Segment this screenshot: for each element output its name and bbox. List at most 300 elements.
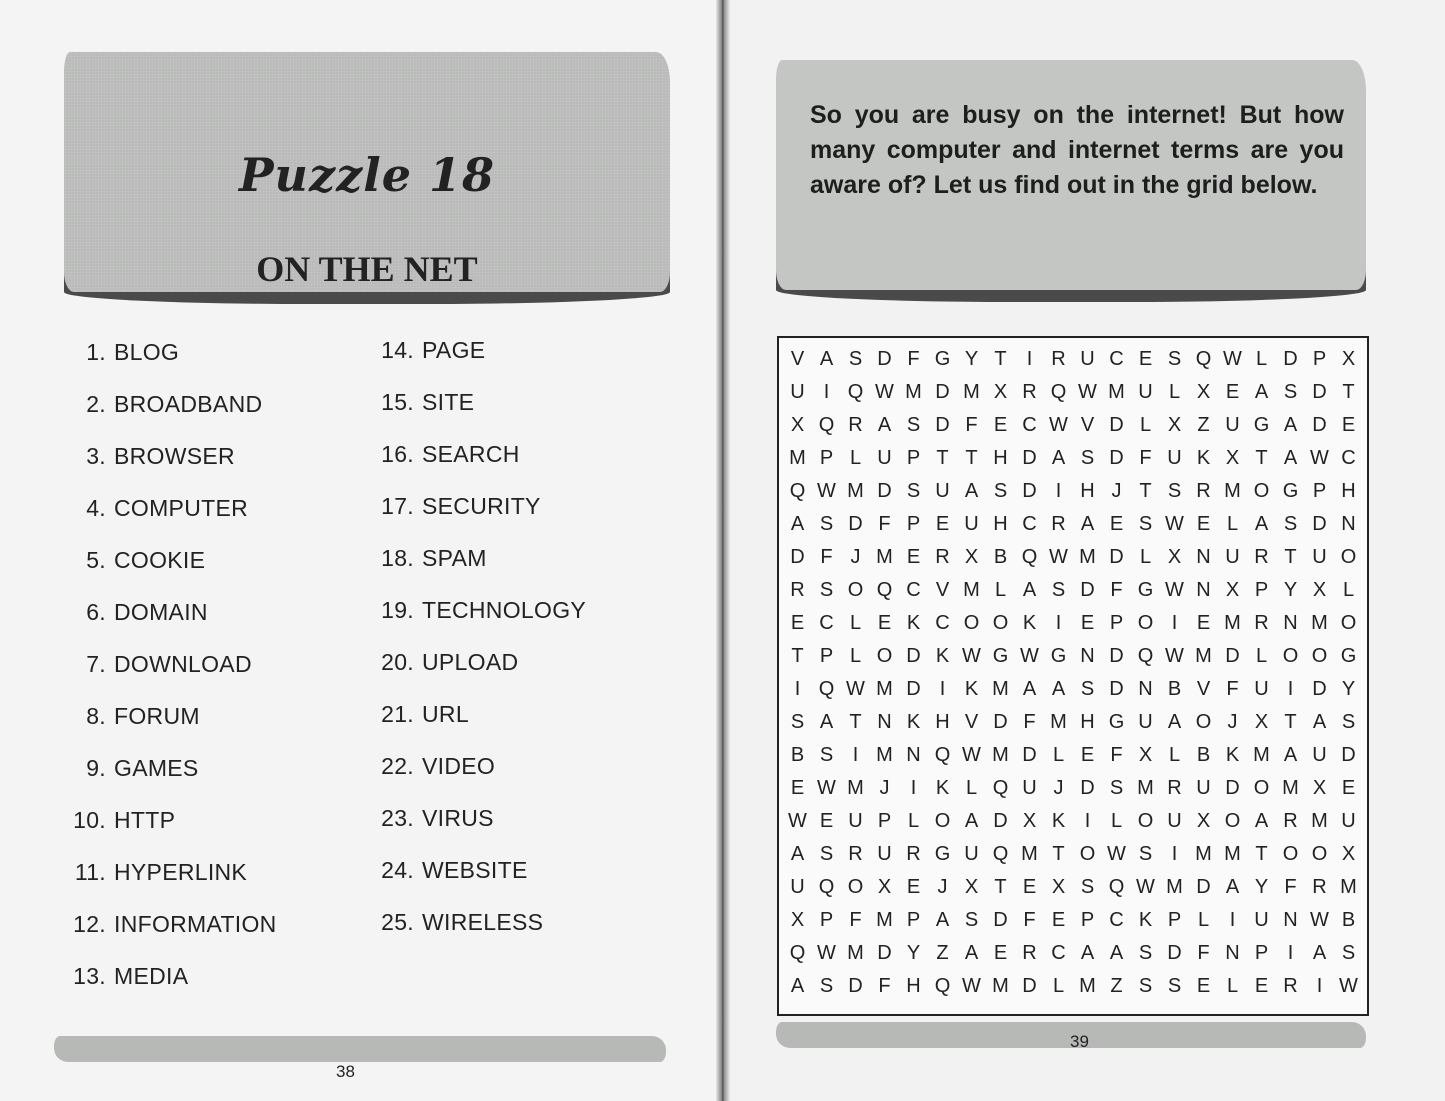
grid-letter: P <box>906 909 921 931</box>
grid-letter: G <box>1108 711 1125 733</box>
grid-letter: F <box>1023 711 1036 733</box>
grid-letter: E <box>935 513 950 535</box>
grid-letter: Y <box>1254 876 1269 898</box>
grid-letter: P <box>819 909 834 931</box>
word-text: SECURITY <box>422 493 541 519</box>
grid-letter: W <box>1165 579 1184 601</box>
grid-letter: L <box>1052 975 1065 997</box>
grid-letter: G <box>1050 645 1067 667</box>
grid-letter: Q <box>818 678 835 700</box>
grid-letter: W <box>1310 447 1329 469</box>
word-text: WIRELESS <box>422 909 544 935</box>
grid-letter: S <box>1080 876 1095 898</box>
grid-letter: U <box>1225 546 1240 568</box>
grid-letter: A <box>1254 381 1269 403</box>
grid-letter: M <box>1166 876 1183 898</box>
grid-letter: X <box>1312 777 1327 799</box>
grid-letter: A <box>1283 447 1298 469</box>
grid-letter: D <box>848 513 863 535</box>
grid-letter: R <box>848 414 863 436</box>
grid-letter: F <box>1284 876 1297 898</box>
grid-letter: M <box>1224 480 1241 502</box>
grid-letter: W <box>1049 414 1068 436</box>
word-text: TECHNOLOGY <box>422 597 587 623</box>
word-list-item <box>58 804 277 856</box>
grid-letter: J <box>1227 711 1238 733</box>
word-number: 25. <box>381 909 414 935</box>
grid-letter: U <box>935 480 950 502</box>
grid-letter: P <box>1312 348 1327 370</box>
grid-letter: M <box>1137 777 1154 799</box>
grid-letter: U <box>1138 381 1153 403</box>
grid-letter: S <box>819 975 834 997</box>
grid-letter: O <box>1224 810 1241 832</box>
grid-letter: U <box>1167 447 1182 469</box>
grid-letter: E <box>1196 513 1211 535</box>
grid-row <box>783 409 1363 442</box>
grid-letter: P <box>819 645 834 667</box>
grid-letter: S <box>1283 381 1298 403</box>
grid-letter: B <box>993 546 1008 568</box>
grid-letter: C <box>819 612 834 634</box>
grid-letter: M <box>1195 843 1212 865</box>
grid-letter: C <box>1022 513 1037 535</box>
grid-letter: I <box>1316 975 1323 997</box>
grid-row <box>783 574 1363 607</box>
grid-letter: N <box>1225 942 1240 964</box>
grid-letter: R <box>1312 876 1327 898</box>
grid-letter: A <box>790 843 805 865</box>
grid-letter: X <box>1138 744 1153 766</box>
grid-letter: K <box>906 612 921 634</box>
grid-letter: M <box>1195 645 1212 667</box>
grid-letter: W <box>817 942 836 964</box>
grid-letter: E <box>993 414 1008 436</box>
word-number: 13. <box>73 963 106 989</box>
grid-letter: W <box>1078 381 1097 403</box>
grid-letter: S <box>1167 975 1182 997</box>
grid-letter: S <box>848 348 863 370</box>
grid-letter: S <box>1167 348 1182 370</box>
grid-letter: R <box>790 579 805 601</box>
grid-letter: D <box>1283 348 1298 370</box>
grid-letter: W <box>1223 348 1242 370</box>
grid-letter: N <box>1283 909 1298 931</box>
word-text: COOKIE <box>114 547 206 573</box>
grid-letter: U <box>790 876 805 898</box>
grid-letter: O <box>1079 843 1096 865</box>
grid-letter: J <box>1053 777 1064 799</box>
word-text: HYPERLINK <box>114 859 248 885</box>
grid-letter: W <box>962 744 981 766</box>
grid-letter: M <box>1224 612 1241 634</box>
grid-letter: S <box>819 579 834 601</box>
grid-letter: O <box>1195 711 1212 733</box>
grid-letter: O <box>963 612 980 634</box>
word-number: 11. <box>74 859 106 885</box>
grid-letter: A <box>790 975 805 997</box>
grid-letter: H <box>906 975 921 997</box>
grid-letter: D <box>1312 414 1327 436</box>
word-list-item <box>370 334 586 386</box>
grid-letter: F <box>1110 744 1123 766</box>
word-text: DOWNLOAD <box>114 651 252 677</box>
grid-letter: O <box>1340 612 1357 634</box>
grid-letter: Y <box>964 348 979 370</box>
word-list-item <box>370 802 586 854</box>
grid-letter: F <box>1226 678 1239 700</box>
grid-letter: A <box>1022 678 1037 700</box>
intro-text: So you are busy on the internet! But how many computer and internet terms are you aware of? Let us find out in the grid below. <box>810 101 1344 199</box>
grid-letter: O <box>1311 843 1328 865</box>
grid-letter: X <box>1051 876 1066 898</box>
grid-row <box>783 673 1363 706</box>
grid-letter: E <box>1196 612 1211 634</box>
grid-letter: X <box>964 546 979 568</box>
grid-letter: S <box>1080 678 1095 700</box>
word-number: 24. <box>381 857 414 883</box>
grid-row <box>783 805 1363 838</box>
grid-letter: G <box>1282 480 1299 502</box>
word-list-item <box>58 336 277 388</box>
grid-letter: M <box>847 942 864 964</box>
grid-letter: D <box>1109 447 1124 469</box>
grid-letter: S <box>906 480 921 502</box>
grid-letter: M <box>1340 876 1357 898</box>
grid-letter: Q <box>818 414 835 436</box>
word-list-item <box>58 440 277 492</box>
grid-letter: N <box>1283 612 1298 634</box>
grid-letter: Q <box>789 942 806 964</box>
grid-letter: S <box>993 480 1008 502</box>
word-text: SEARCH <box>422 441 520 467</box>
intro-banner <box>776 60 1366 290</box>
word-text: DOMAIN <box>114 599 208 625</box>
grid-letter: U <box>1312 744 1327 766</box>
grid-letter: A <box>964 810 979 832</box>
grid-letter: D <box>877 942 892 964</box>
grid-letter: W <box>962 975 981 997</box>
grid-letter: X <box>790 414 805 436</box>
grid-letter: J <box>1111 480 1122 502</box>
grid-letter: L <box>1255 645 1268 667</box>
grid-letter: T <box>1255 447 1268 469</box>
grid-letter: D <box>906 678 921 700</box>
grid-letter: R <box>1254 546 1269 568</box>
grid-letter: P <box>906 513 921 535</box>
grid-letter: N <box>1080 645 1095 667</box>
word-list-item <box>58 960 277 1012</box>
word-list-item <box>58 596 277 648</box>
grid-letter: C <box>1109 909 1124 931</box>
grid-letter: P <box>1254 579 1269 601</box>
grid-letter: X <box>877 876 892 898</box>
word-number: 5. <box>86 547 106 573</box>
word-list-item <box>370 854 586 906</box>
grid-letter: A <box>1109 942 1124 964</box>
grid-letter: W <box>1136 876 1155 898</box>
grid-letter: E <box>906 876 921 898</box>
grid-letter: S <box>1138 975 1153 997</box>
word-number: 4. <box>86 495 106 521</box>
grid-letter: E <box>790 777 805 799</box>
word-number: 6. <box>86 599 106 625</box>
grid-letter: E <box>1196 975 1211 997</box>
word-number: 12. <box>73 911 106 937</box>
grid-letter: R <box>1196 480 1211 502</box>
grid-letter: D <box>1109 645 1124 667</box>
grid-letter: D <box>1312 381 1327 403</box>
grid-letter: L <box>994 579 1007 601</box>
grid-letter: E <box>1341 414 1356 436</box>
grid-letter: X <box>964 876 979 898</box>
grid-letter: G <box>1253 414 1270 436</box>
grid-letter: U <box>964 513 979 535</box>
grid-letter: H <box>935 711 950 733</box>
grid-letter: P <box>1254 942 1269 964</box>
grid-letter: Z <box>1110 975 1123 997</box>
word-list-item <box>370 386 586 438</box>
grid-letter: D <box>1225 645 1240 667</box>
grid-row <box>783 640 1363 673</box>
grid-letter: L <box>1226 513 1239 535</box>
grid-letter: P <box>1080 909 1095 931</box>
grid-letter: I <box>939 678 946 700</box>
grid-letter: L <box>849 645 862 667</box>
word-list-item <box>370 438 586 490</box>
grid-letter: T <box>1342 381 1355 403</box>
grid-letter: R <box>1254 612 1269 634</box>
grid-letter: W <box>875 381 894 403</box>
grid-letter: S <box>906 414 921 436</box>
grid-letter: M <box>1311 810 1328 832</box>
grid-letter: A <box>1022 579 1037 601</box>
grid-letter: H <box>993 447 1008 469</box>
grid-letter: V <box>964 711 979 733</box>
grid-letter: M <box>789 447 806 469</box>
grid-letter: D <box>993 810 1008 832</box>
grid-letter: S <box>1138 942 1153 964</box>
grid-letter: E <box>1051 909 1066 931</box>
grid-letter: H <box>1080 711 1095 733</box>
grid-letter: S <box>1341 711 1356 733</box>
grid-letter: E <box>790 612 805 634</box>
grid-letter: E <box>1225 381 1240 403</box>
grid-letter: O <box>934 810 951 832</box>
word-text: PAGE <box>422 337 486 363</box>
word-list-item <box>58 700 277 752</box>
grid-letter: D <box>1312 678 1327 700</box>
page-number: 38 <box>336 1062 355 1081</box>
grid-letter: U <box>1254 909 1269 931</box>
grid-letter: A <box>1312 711 1327 733</box>
grid-letter: D <box>1080 777 1095 799</box>
grid-letter: R <box>1051 513 1066 535</box>
title-banner <box>64 52 670 292</box>
grid-letter: S <box>1051 579 1066 601</box>
word-list-item <box>58 492 277 544</box>
grid-letter: F <box>849 909 862 931</box>
word-text: BLOG <box>114 339 180 365</box>
grid-letter: D <box>1167 942 1182 964</box>
grid-letter: X <box>1167 414 1182 436</box>
grid-letter: T <box>965 447 978 469</box>
book-gutter <box>716 0 730 1101</box>
grid-letter: M <box>876 678 893 700</box>
grid-letter: M <box>1021 843 1038 865</box>
puzzle-subtitle: ON THE NET <box>256 249 478 289</box>
grid-letter: D <box>993 711 1008 733</box>
grid-letter: L <box>907 810 920 832</box>
grid-letter: M <box>1079 975 1096 997</box>
word-number: 17. <box>381 493 414 519</box>
grid-letter: W <box>817 480 836 502</box>
grid-letter: U <box>964 843 979 865</box>
grid-letter: C <box>1051 942 1066 964</box>
grid-letter: X <box>1225 447 1240 469</box>
grid-letter: A <box>1254 513 1269 535</box>
grid-letter: T <box>1284 546 1297 568</box>
grid-letter: O <box>1282 843 1299 865</box>
grid-letter: M <box>1311 612 1328 634</box>
grid-letter: I <box>1084 810 1091 832</box>
word-list-item <box>58 648 277 700</box>
grid-letter: Q <box>1137 645 1154 667</box>
word-number: 21. <box>381 701 414 727</box>
grid-letter: U <box>1080 348 1095 370</box>
grid-letter: A <box>1225 876 1240 898</box>
grid-letter: U <box>1022 777 1037 799</box>
grid-row <box>783 838 1363 871</box>
grid-letter: T <box>791 645 804 667</box>
grid-letter: P <box>819 447 834 469</box>
grid-letter: N <box>906 744 921 766</box>
word-list-column-1 <box>58 336 277 1012</box>
grid-letter: Z <box>936 942 949 964</box>
grid-letter: Q <box>789 480 806 502</box>
grid-letter: M <box>847 777 864 799</box>
grid-row <box>783 508 1363 541</box>
grid-letter: U <box>1254 678 1269 700</box>
grid-letter: S <box>790 711 805 733</box>
word-text: FORUM <box>114 703 200 729</box>
grid-letter: W <box>1020 645 1039 667</box>
grid-letter: Q <box>1195 348 1212 370</box>
grid-letter: P <box>1167 909 1182 931</box>
grid-letter: O <box>1137 810 1154 832</box>
grid-letter: R <box>848 843 863 865</box>
word-text: WEBSITE <box>422 857 528 883</box>
grid-letter: K <box>906 711 921 733</box>
grid-letter: X <box>1196 381 1211 403</box>
grid-letter: D <box>1109 678 1124 700</box>
grid-letter: C <box>1341 447 1356 469</box>
grid-row <box>783 970 1363 1003</box>
grid-letter: S <box>1109 777 1124 799</box>
word-list-item <box>370 698 586 750</box>
grid-letter: M <box>847 480 864 502</box>
word-text: GAMES <box>114 755 199 781</box>
grid-letter: X <box>790 909 805 931</box>
word-text: VIRUS <box>422 805 494 831</box>
grid-letter: I <box>910 777 917 799</box>
grid-letter: L <box>849 447 862 469</box>
grid-letter: N <box>1138 678 1153 700</box>
grid-letter: Q <box>847 381 864 403</box>
grid-letter: R <box>906 843 921 865</box>
grid-row <box>783 376 1363 409</box>
grid-letter: K <box>1022 612 1037 634</box>
grid-letter: K <box>935 777 950 799</box>
word-list-item <box>370 594 586 646</box>
grid-letter: D <box>993 909 1008 931</box>
grid-letter: S <box>1167 480 1182 502</box>
grid-letter: E <box>1254 975 1269 997</box>
grid-letter: Q <box>992 843 1009 865</box>
grid-letter: D <box>1022 480 1037 502</box>
word-list-item <box>58 752 277 804</box>
grid-letter: F <box>1023 909 1036 931</box>
grid-letter: C <box>1109 348 1124 370</box>
word-text: URL <box>422 701 469 727</box>
page-number: 39 <box>1070 1032 1089 1051</box>
grid-row <box>783 541 1363 574</box>
grid-letter: L <box>1139 414 1152 436</box>
grid-letter: W <box>1165 645 1184 667</box>
grid-letter: F <box>965 414 978 436</box>
word-list-item <box>370 906 586 958</box>
grid-letter: M <box>1079 546 1096 568</box>
word-text: VIDEO <box>422 753 496 779</box>
grid-letter: C <box>906 579 921 601</box>
grid-letter: Q <box>992 777 1009 799</box>
word-number: 20. <box>381 649 414 675</box>
word-list-item <box>370 646 586 698</box>
grid-letter: W <box>817 777 836 799</box>
grid-letter: R <box>935 546 950 568</box>
grid-letter: H <box>1341 480 1356 502</box>
grid-letter: X <box>1196 810 1211 832</box>
grid-letter: D <box>935 414 950 436</box>
grid-row <box>783 904 1363 937</box>
grid-letter: X <box>993 381 1008 403</box>
word-text: SITE <box>422 389 475 415</box>
grid-letter: S <box>964 909 979 931</box>
grid-letter: C <box>935 612 950 634</box>
grid-letter: S <box>1138 843 1153 865</box>
grid-letter: W <box>846 678 865 700</box>
grid-letter: A <box>1080 942 1095 964</box>
grid-letter: K <box>1196 447 1211 469</box>
puzzle-title: Puzzle 18 <box>238 148 496 202</box>
word-text: UPLOAD <box>422 649 519 675</box>
grid-letter: R <box>1283 810 1298 832</box>
grid-letter: L <box>1255 348 1268 370</box>
grid-letter: E <box>1341 777 1356 799</box>
word-number: 1. <box>86 339 106 365</box>
grid-letter: P <box>877 810 892 832</box>
grid-letter: S <box>1341 942 1356 964</box>
word-list-item <box>58 908 277 960</box>
grid-letter: G <box>1137 579 1154 601</box>
grid-letter: M <box>992 975 1009 997</box>
grid-letter: O <box>1340 546 1357 568</box>
word-number: 9. <box>86 755 106 781</box>
grid-letter: D <box>1225 777 1240 799</box>
grid-letter: D <box>1022 744 1037 766</box>
grid-letter: L <box>1342 579 1355 601</box>
grid-row <box>783 772 1363 805</box>
